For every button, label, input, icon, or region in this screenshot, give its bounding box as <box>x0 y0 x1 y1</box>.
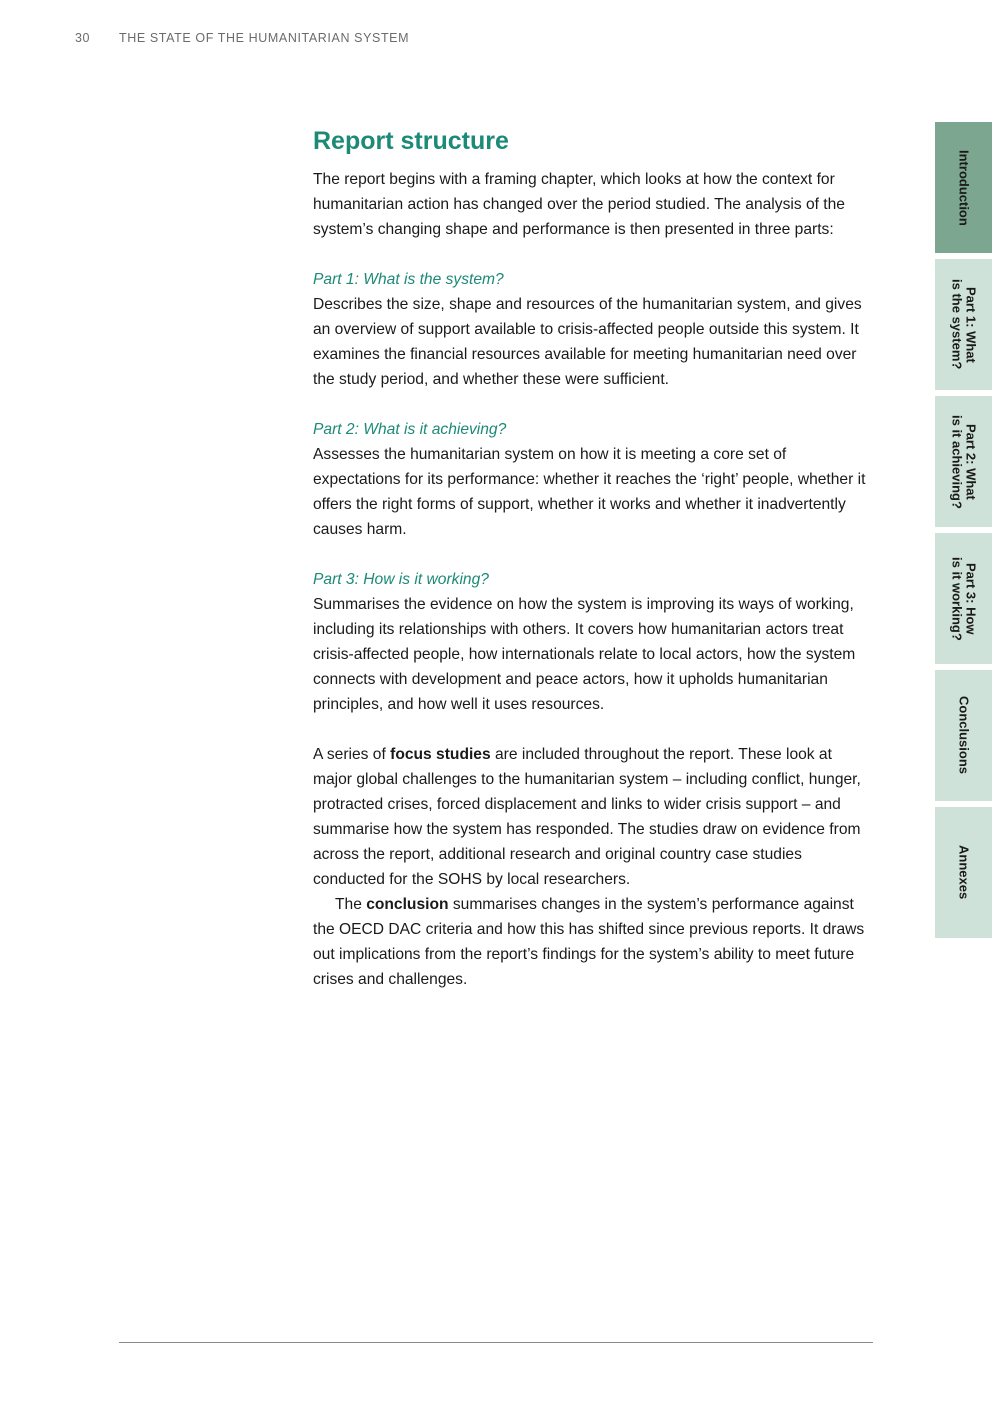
tab-label: Introduction <box>956 149 972 226</box>
tab-label: Conclusions <box>956 696 972 775</box>
part-3-heading: Part 3: How is it working? <box>313 571 489 588</box>
tab-part-3[interactable] <box>935 533 992 664</box>
chapter-tabs <box>935 122 992 944</box>
focus-text-before: A series of <box>313 746 391 763</box>
part-1-heading: Part 1: What is the system? <box>313 271 504 288</box>
running-title: THE STATE OF THE HUMANITARIAN SYSTEM <box>119 31 410 45</box>
tab-label: Part 2: What is it achieving? <box>949 414 979 509</box>
footer-rule <box>119 1342 873 1343</box>
part-1-body: Describes the size, shape and resources of the humanitarian system, and gives an overview of support available to crisis-affected people outside this system. It examines the financial resources available for meeting humanitarian need over the study period, and whether these were sufficient. <box>313 296 862 388</box>
part-3-body: Summarises the evidence on how the system is improving its ways of working, including its relationships with others. It covers how humanitarian actors treat crisis-affected people, how internationals relate to local actors, how the system connects with development and peace actors, how it upholds humanitarian principles, and how well it uses resources. <box>313 596 856 713</box>
focus-text-after: are included throughout the report. These look at major global challenges to the humanitarian system – including conflict, hunger, protracted crises, forced displacement and links to wider crisis support – and summarise how the system has responded. The studies draw on evidence from across the report, additional research and original country case studies conducted for the SOHS by local researchers. <box>313 746 861 888</box>
tab-label: Annexes <box>956 845 972 900</box>
part-2-heading: Part 2: What is it achieving? <box>313 421 507 438</box>
focus-studies-paragraph <box>313 742 873 892</box>
conclusion-term: conclusion <box>366 896 449 913</box>
tab-label: Part 3: How is it working? <box>949 556 979 641</box>
intro-paragraph: The report begins with a framing chapter, which looks at how the context for humanitarian action has changed over the period studied. The analysis of the system’s changing shape and performance is then presented in three parts: <box>313 171 845 238</box>
tab-annexes[interactable] <box>935 807 992 938</box>
main-content <box>313 124 873 992</box>
conclusion-paragraph <box>313 892 873 992</box>
part-2-body: Assesses the humanitarian system on how it is meeting a core set of expectations for its performance: whether it reaches the ‘right’ people, whether it offers the right forms of support, whether it works and whether it inadvertently causes harm. <box>313 446 866 538</box>
section-title: Report structure <box>313 127 509 155</box>
tab-label: Part 1: What is the system? <box>949 279 979 370</box>
tab-part-1[interactable] <box>935 259 992 390</box>
tab-introduction[interactable] <box>935 122 992 253</box>
running-header <box>75 31 409 45</box>
focus-studies-term: focus studies <box>390 746 491 763</box>
tab-conclusions[interactable] <box>935 670 992 801</box>
conclusion-text-before: The <box>335 896 367 913</box>
conclusion-text-after: summarises changes in the system’s performance against the OECD DAC criteria and how this has shifted since previous reports. It draws out implications from the report’s findings for the system’s ability to meet future crises and challenges. <box>313 896 865 988</box>
page-number: 30 <box>75 31 91 45</box>
tab-part-2[interactable] <box>935 396 992 527</box>
